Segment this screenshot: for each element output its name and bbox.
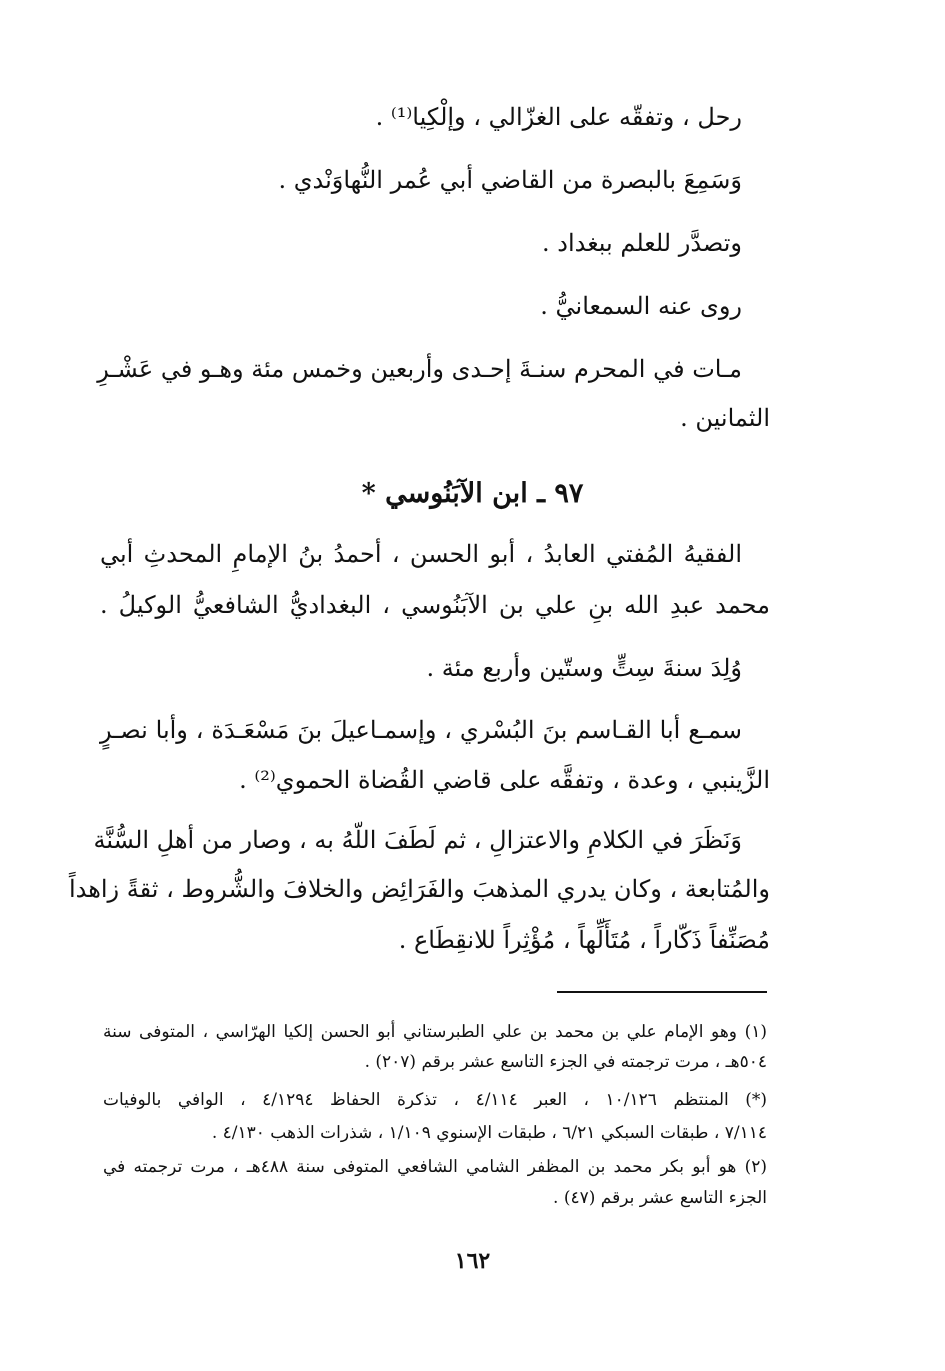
prev-entry-line: رحل ، وتفقّه على الغزّالي ، وإلْكِيا⁽¹⁾ . (375, 103, 742, 131)
prev-entry-line: وَسَمِعَ بالبصرة من القاضي أبي عُمر النُّهاوَنْدي . (278, 166, 742, 194)
entry-line: وَنَظَرَ في الكلامِ والاعتزالِ ، ثم لَطَفَ اللّهُ به ، وصار من أهلِ السُّنَّة (93, 826, 742, 854)
entry-line: وُلِدَ سنةَ سِتٍّ وستّين وأربع مئة . (426, 654, 742, 682)
prev-entry-line: روى عنه السمعانيُّ . (540, 292, 742, 320)
footnote-separator (557, 991, 767, 993)
entry-heading: ٩٧ ـ ابن الآبَنُوسي * (361, 478, 584, 509)
footnote-line: ٧/١١٤ ، طبقات السبكي ٦/٢١ ، طبقات الإسنوي ١/١٠٩ ، شذرات الذهب ٤/١٣٠ . (211, 1123, 767, 1143)
entry-line: الفقيهُ المُفتي العابدُ ، أبو الحسن ، أحمدُ بنُ الإمامِ المحدثِ أبي (100, 540, 742, 568)
footnote-line: الجزء التاسع عشر برقم (٤٧) . (553, 1188, 767, 1208)
footnote-line: ٥٠٤هـ ، مرت ترجمته في الجزء التاسع عشر برقم (٢٠٧) . (364, 1052, 767, 1072)
entry-line: محمد عبدِ الله بنِ علي بن الآبَنُوسي ، البغداديُّ الشافعيُّ الوكيلُ . (100, 591, 770, 619)
entry-line: مُصَنِّفاً ذَكّاراً ، مُتَأَلِّهاً ، مُؤْثِراً للانقِطَاع . (398, 926, 770, 954)
entry-line: سمـع أبا القـاسم بنَ البُسْري ، وإسمـاعيلَ بنَ مَسْعَـدَة ، وأبا نصـرٍ (100, 716, 742, 744)
footnote-line: (*) المنتظم ١٠/١٢٦ ، العبر ٤/١١٤ ، تذكرة الحفاظ ٤/١٢٩٤ ، الوافي بالوفيات (103, 1090, 768, 1110)
entry-line: الزَّينبي ، وعدة ، وتفقَّه على قاضي القُضاة الحموي⁽²⁾ . (239, 766, 770, 794)
footnote-line: (٢) هو أبو بكر محمد بن المظفر الشامي الشافعي المتوفى سنة ٤٨٨هـ ، مرت ترجمته في (103, 1157, 768, 1177)
prev-entry-line: مـات في المحرم سنـةَ إحـدى وأربعين وخمس مئة وهـو في عَشْـرِ (97, 355, 742, 383)
page-number: ١٦٢ (454, 1248, 491, 1274)
prev-entry-line: الثمانين . (680, 404, 770, 432)
prev-entry-line: وتصدَّر للعلم ببغداد . (542, 229, 742, 257)
footnote-line: (١) وهو الإمام علي بن محمد بن علي الطبرستاني أبو الحسن إلكيا الهرّاسي ، المتوفى سنة (103, 1022, 767, 1042)
entry-line: والمُتابعة ، وكان يدري المذهبَ والفَرَائِض والخلافَ والشُّروط ، ثقةً زاهداً (68, 875, 770, 903)
